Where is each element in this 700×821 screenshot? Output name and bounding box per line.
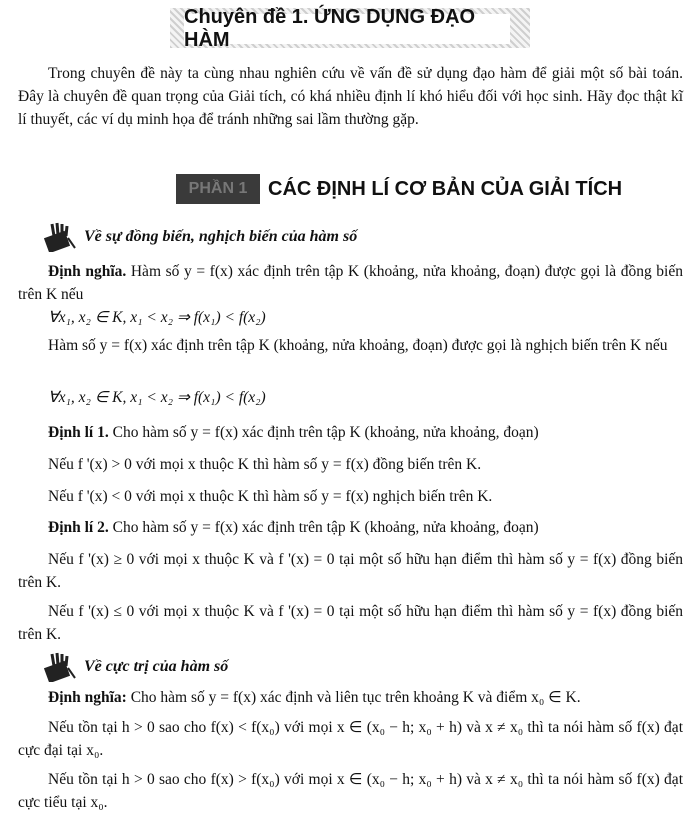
extrema-definition-text: Cho hàm số y = f(x) xác định và liên tục trên khoảng K và điểm x₀ ∈ K. xyxy=(126,689,581,706)
local-minimum-paragraph: Nếu tồn tại h > 0 sao cho f(x) > f(x₀) với mọi x ∈ (x₀ − h; x₀ + h) và x ≠ x₀ thì ta nói hàm số f(x) đạt cực tiểu tại x₀. xyxy=(18,771,683,811)
title-banner xyxy=(170,6,530,51)
chapter-title: Chuyên đề 1. ỨNG DỤNG ĐẠO HÀM xyxy=(184,14,510,44)
writing-hand-icon xyxy=(44,222,76,252)
intro-paragraph: Trong chuyên đề này ta cùng nhau nghiên cứu về vấn đề sử dụng đạo hàm để giải một số bài toán. Đây là chuyên đề quan trọng của Giải tích, có khá nhiều định lí khó hiểu đối với học sinh. Hãy đọc thật kĩ lí thuyết, các ví dụ minh họa để tránh những sai lầm thường gặp. xyxy=(18,65,683,128)
part-heading xyxy=(176,173,622,205)
extrema-definition-label: Định nghĩa: xyxy=(48,689,127,706)
formula-decreasing: ∀x₁, x₂ ∈ K, x₁ < x₂ ⇒ f(x₁) < f(x₂) xyxy=(48,389,266,406)
section-title: Về cực trị của hàm số xyxy=(84,658,229,675)
local-maximum-paragraph: Nếu tồn tại h > 0 sao cho f(x) < f(x₀) với mọi x ∈ (x₀ − h; x₀ + h) và x ≠ x₀ thì ta nói hàm số f(x) đạt cực đại tại x₀. xyxy=(18,719,683,759)
section-title: Về sự đồng biến, nghịch biến của hàm số xyxy=(84,228,358,245)
formula-increasing: ∀x₁, x₂ ∈ K, x₁ < x₂ ⇒ f(x₁) < f(x₂) xyxy=(48,309,266,326)
section-heading-extrema xyxy=(44,652,228,682)
theorem-2-case-b: Nếu f '(x) ≤ 0 với mọi x thuộc K và f '(x) = 0 tại một số hữu hạn điểm thì hàm số y = f(x) đồng biến trên K. xyxy=(18,603,683,643)
decreasing-definition: Hàm số y = f(x) xác định trên tập K (khoảng, nửa khoảng, đoạn) được gọi là nghịch biến trên K nếu xyxy=(48,337,668,354)
definition-label: Định nghĩa. xyxy=(48,263,127,280)
extrema-definition xyxy=(18,686,683,709)
theorem-2-text: Cho hàm số y = f(x) xác định trên tập K (khoảng, nửa khoảng, đoạn) xyxy=(108,519,539,536)
theorem-2-case-a: Nếu f '(x) ≥ 0 với mọi x thuộc K và f '(x) = 0 tại một số hữu hạn điểm thì hàm số y = f(x) đồng biến trên K. xyxy=(18,551,683,591)
definition-paragraph xyxy=(18,260,683,306)
theorem-1-case-b: Nếu f '(x) < 0 với mọi x thuộc K thì hàm số y = f(x) nghịch biến trên K. xyxy=(48,488,493,505)
section-heading-monotonic xyxy=(44,222,357,252)
theorem-1-text: Cho hàm số y = f(x) xác định trên tập K (khoảng, nửa khoảng, đoạn) xyxy=(108,424,539,441)
definition-text: Hàm số y = f(x) xác định trên tập K (khoảng, nửa khoảng, đoạn) được gọi là đồng biến trên K nếu xyxy=(18,263,683,303)
part-title: CÁC ĐỊNH LÍ CƠ BẢN CỦA GIẢI TÍCH xyxy=(268,177,623,200)
part-badge: PHẦN 1 xyxy=(176,174,260,204)
theorem-2 xyxy=(18,516,683,539)
theorem-1 xyxy=(18,421,683,444)
writing-hand-icon xyxy=(44,652,76,682)
theorem-2-label: Định lí 2. xyxy=(48,519,109,536)
theorem-1-label: Định lí 1. xyxy=(48,424,109,441)
theorem-1-case-a: Nếu f '(x) > 0 với mọi x thuộc K thì hàm số y = f(x) đồng biến trên K. xyxy=(48,456,482,473)
